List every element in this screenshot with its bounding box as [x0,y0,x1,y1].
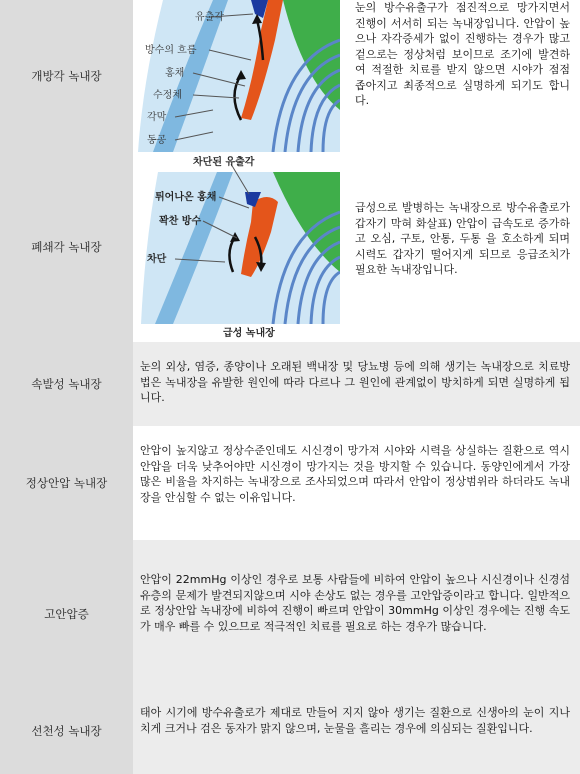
diagram-cell [133,0,340,152]
table-row [0,0,580,152]
row-label: 선천성 녹내장 [0,688,133,774]
label-aqueous-flow: 방수의 흐름 [145,45,197,56]
row-label: 고안압증 [0,540,133,688]
row-label: 속발성 녹내장 [0,342,133,426]
label-iris: 홍채 [165,68,185,79]
table-row [0,426,580,540]
row-description: 급성으로 발병하는 녹내장으로 방수유출로가 갑자기 막혀 화살표) 안압이 급속도로 증가하고 오심, 구토, 안통, 두통 을 호소하게 되며 시력도 갑자기 떨어지게 되므로 응급조치가 필요한 녹내장입니다. [355,201,570,276]
row-label: 정상안압 녹내장 [0,426,133,540]
diagram-cell [133,152,340,342]
closed-angle-diagram [133,152,340,342]
label-pupil: 동공 [147,135,167,146]
label-lens: 수정체 [153,90,182,101]
table-row [0,152,580,342]
row-description: 안압이 22mmHg 이상인 경우로 보통 사람들에 비하여 안압이 높으나 시신경이나 신경섬유층의 문제가 발견되지않으며 시야 손상도 없는 경우를 고안압증이라고 합니다. 일반적으로 정상안압 녹내장에 비하여 진행이 빠르며 안압이 30mmHg 이상인 경우에는 진행 속도가 매우 빠를 수 있으므로 적극적인 치료를 필요로 하는 경우가 많습니다. [140,573,570,633]
label-blocked: 차단 [147,254,167,265]
label-outflow-angle: 유출각 [195,12,224,23]
diagram-caption: 급성 녹내장 [223,328,275,339]
table-row [0,688,580,774]
open-angle-diagram [133,0,340,152]
row-description: 태아 시기에 방수유출로가 제대로 만들어 지지 않아 생기는 질환으로 신생아의 눈이 지나치게 크거나 검은 동자가 맑지 않으며, 눈물을 흘리는 경우에 의심되는 질환입니다. [140,706,570,735]
label-full-aqueous: 꽉찬 방수 [159,216,202,227]
row-description: 안압이 높지않고 정상수준인데도 시신경이 망가져 시야와 시력을 상실하는 질환으로 역시 안압을 더욱 낮추어야만 시신경이 망가지는 것을 방지할 수 있습니다. 동양인에게서 가장 많은 비율을 차지하는 녹내장으로 조사되었으며 따라서 안압이 정상범위라 하더라도 녹내장을 안심할 수 없는 이유입니다. [140,444,570,504]
table-row [0,540,580,688]
row-label: 폐쇄각 녹내장 [0,152,133,342]
label-cornea: 각막 [147,112,167,123]
row-description: 눈의 방수유출구가 점진적으로 망가지면서 진행이 서서히 되는 녹내장입니다. 안압이 높으나 자각증세가 없이 진행하는 경우가 많고 겉으로는 정상처럼 보이므로 조기에 발견하여 적절한 치료를 받지 않으면 시야가 점점 좁아지고 최종적으로 실명하게 되기도 합니다. [355,1,570,107]
row-label: 개방각 녹내장 [0,0,133,152]
table-row [0,342,580,426]
row-description: 눈의 외상, 염증, 종양이나 오래된 백내장 및 당뇨병 등에 의해 생기는 녹내장으로 치료방법은 녹내장을 유발한 원인에 따라 다르나 그 원인에 관계없이 방치하게 되면 실명하게 됩니다. [140,360,570,404]
label-blocked-angle: 차단된 유출각 [193,157,255,168]
label-bulging-iris: 튀어나온 홍채 [155,192,217,203]
